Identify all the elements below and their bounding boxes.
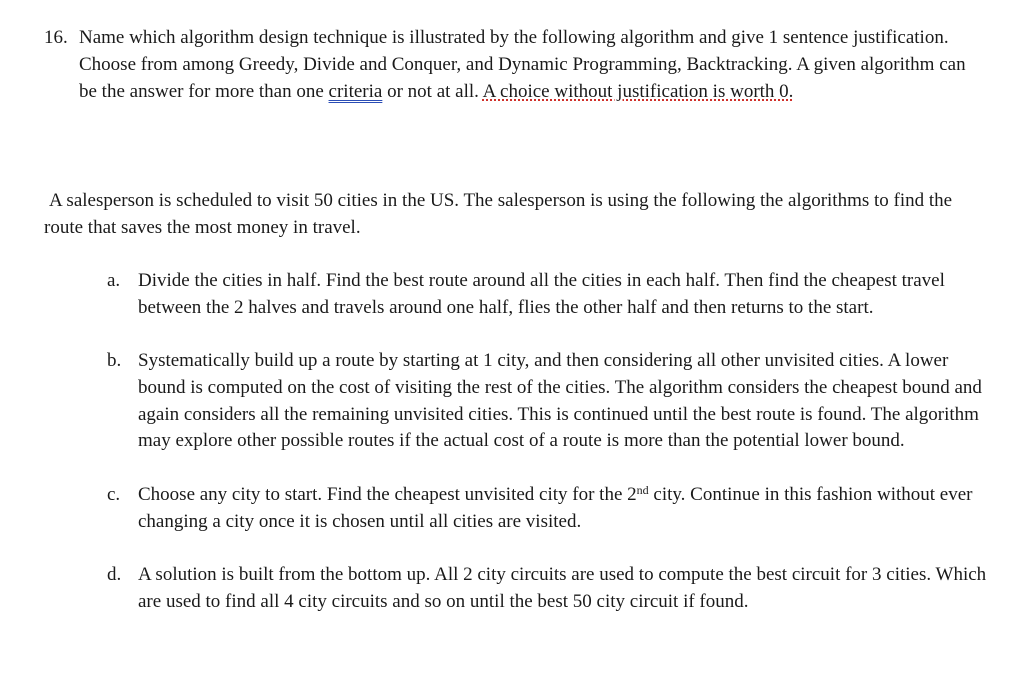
option-text: A solution is built from the bottom up. All 2 city circuits are used to compute the best circuit for 3 cities. Which are used to find all 4 city circuits and so on until the best 50 city circuit if found. <box>138 563 987 612</box>
option-letter: c. <box>107 483 121 505</box>
option-d <box>107 562 987 616</box>
option-c <box>107 482 987 536</box>
option-b <box>107 348 987 455</box>
warning-text: A choice without justification is worth 0. <box>482 80 794 102</box>
question-block <box>44 25 984 105</box>
question-text-part1: Name which algorithm design technique is illustrated by the following algorithm and give 1 sentence justification. Choose from among Greedy, Divide and Conquer, and Dynamic Programming, Backtracking. A given algorithm can be the answer for more than one <box>79 27 966 102</box>
option-text: Divide the cities in half. Find the best route around all the cities in each half. Then find the cheapest travel between the 2 halves and travels around one half, flies the other half and then returns to the start. <box>138 270 945 318</box>
option-a <box>107 268 987 322</box>
scenario-paragraph: A salesperson is scheduled to visit 50 cities in the US. The salesperson is using the following the algorithms to find the route that saves the most money in travel. <box>44 190 953 238</box>
option-text-after: city. Continue in this fashion without ever changing a city once it is chosen until all cities are visited. <box>138 483 973 532</box>
ordinal-superscript: nd <box>636 482 649 497</box>
criteria-word: criteria <box>328 80 383 102</box>
question-number: 16. <box>44 27 68 48</box>
option-letter: a. <box>107 270 121 291</box>
option-letter: d. <box>107 563 122 585</box>
option-text-before: Choose any city to start. Find the cheapest unvisited city for the 2 <box>138 483 637 505</box>
question-text <box>79 25 984 105</box>
options-list <box>107 268 987 642</box>
option-letter: b. <box>107 350 122 372</box>
option-text: Systematically build up a route by starting at 1 city, and then considering all other unvisited cities. A lower bound is computed on the cost of visiting the rest of the cities. The algorithm considers the cheapest bound and again considers all the remaining unvisited cities. This is continued until the best route is found. The algorithm may explore other possible routes if the actual cost of a route is more than the potential lower bound. <box>138 350 982 452</box>
option-text <box>138 484 973 532</box>
question-text-part2: or not at all. <box>382 80 483 102</box>
